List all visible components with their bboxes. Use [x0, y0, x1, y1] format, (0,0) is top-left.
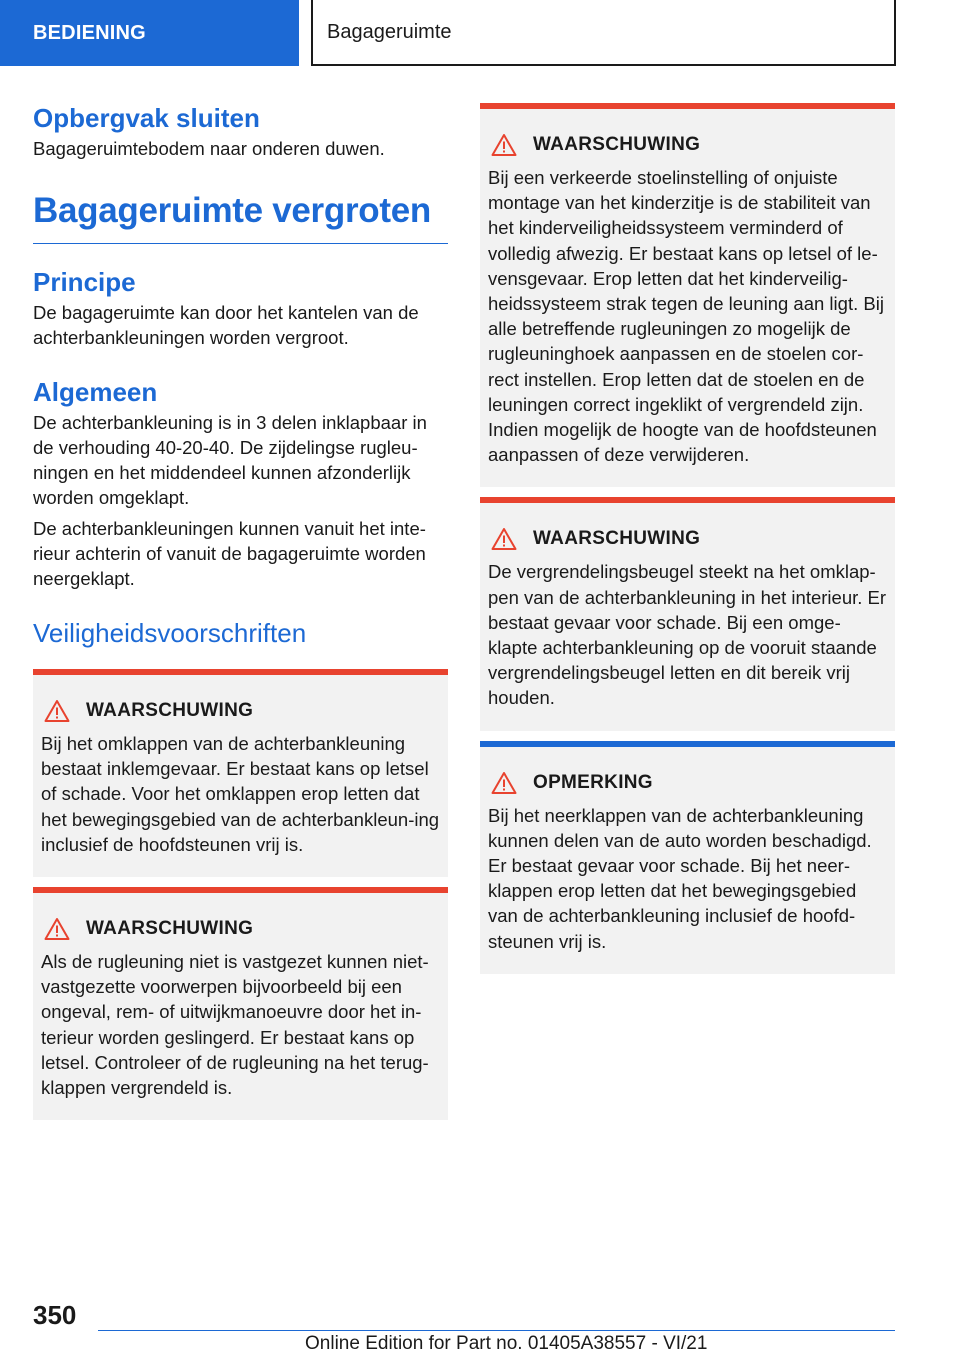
page-number: 350 — [33, 1300, 77, 1330]
text-principe: De bagageruimte kan door het kantelen van de achterbankleuningen worden vergroot. — [33, 302, 419, 348]
warning-label: WAARSCHUWING — [533, 134, 701, 155]
warning-label: WAARSCHUWING — [86, 700, 254, 721]
warning-triangle-icon — [44, 917, 70, 941]
warning-header — [488, 131, 887, 159]
warning-header — [488, 525, 887, 553]
warning-text: Bij een verkeerde stoelinstelling of onjuiste montage van het kinderzitje is de stabiliteit van het kinderveiligheidssysteem verminderd of volledig afwezig. Er bestaat kans op letsel of le-vensgevaar. Erop letten dat het kinderveilig-heidssysteem strak tegen de leuning aan ligt. Bij alle betreffende rugleuningen zo mogelijk de rugleuninghoek aanpassen en de stoelen cor-rect instellen. Erop letten dat de stoelen en de leuningen correct ingeklikt of vergrendeld zijn. Indien mogelijk de hoogte van de hoofdsteunen aanpassen of deze verwijderen. — [488, 167, 884, 466]
warning-box-3 — [480, 103, 895, 487]
warning-label: WAARSCHUWING — [533, 528, 701, 550]
warning-triangle-icon — [44, 699, 70, 723]
warning-triangle-icon — [491, 133, 517, 157]
text-algemeen-2: De achterbankleuningen kunnen vanuit het inte-rieur achterin of vanuit de bagageruimte worden neergeklapt. — [33, 518, 426, 589]
note-box — [480, 741, 895, 974]
chapter-title: Bagageruimte — [311, 0, 896, 66]
warning-triangle-icon — [491, 527, 517, 551]
right-column — [480, 103, 895, 974]
note-header — [488, 769, 887, 797]
left-column — [33, 100, 448, 1120]
heading-algemeen: Algemeen — [33, 377, 158, 407]
note-label: OPMERKING — [533, 771, 653, 793]
warning-box-2 — [33, 887, 448, 1120]
note-text: Bij het neerklappen van de achterbankleuning kunnen delen van de auto worden beschadigd. Er bestaat gevaar voor schade. Bij het neer-klappen erop letten dat het bewegingsgebied van de achterbankleuning inclusief de hoofd-steunen vrij is. — [488, 804, 872, 952]
heading-bagageruimte-vergroten: Bagageruimte vergroten — [33, 187, 448, 244]
warning-text: Als de rugleuning niet is vastgezet kunnen niet-vastgezette voorwerpen bijvoorbeeld bij een ongeval, rem- of uitwijkmanoeuvre door het in-terieur worden geslingerd. Er bestaat kans op letsel. Controleer of de rugleuning na het terug-klappen vergrendeld is. — [41, 951, 429, 1099]
heading-principe: Principe — [33, 267, 136, 297]
warning-header — [41, 697, 440, 725]
text-algemeen-1: De achterbankleuning is in 3 delen inklapbaar in de verhouding 40-20-40. De zijdelingse rugleu-ningen en het middendeel kunnen afzonderlijk worden omgeklapt. — [33, 412, 427, 508]
footer-divider — [98, 1330, 895, 1331]
warning-header — [41, 915, 440, 943]
heading-veiligheidsvoorschriften: Veiligheidsvoorschriften — [33, 618, 307, 648]
warning-triangle-icon — [491, 771, 517, 795]
warning-box-1 — [33, 669, 448, 877]
text-opbergvak-sluiten: Bagageruimtebodem naar onderen duwen. — [33, 138, 385, 159]
warning-box-4 — [480, 497, 895, 730]
footer-edition: Online Edition for Part no. 01405A38557 - VI/21 — [305, 1333, 708, 1354]
warning-text: Bij het omklappen van de achterbankleuning bestaat inklemgevaar. Er bestaat kans op letsel of schade. Voor het omklappen erop letten dat het bewegingsgebied van de achterbankleun-ing inclusief de hoofdsteunen vrij is. — [41, 733, 440, 855]
heading-opbergvak-sluiten: Opbergvak sluiten — [33, 103, 260, 133]
warning-text: De vergrendelingsbeugel steekt na het omklap-pen van de achterbankleuning in het interieur. Er bestaat gevaar voor schade. Bij een omge-klapte achterbankleuning op de vooruit staande vergrendelingsbeugel letten en dit bereik vrij houden. — [488, 561, 887, 709]
section-tab: BEDIENING — [0, 0, 299, 66]
warning-label: WAARSCHUWING — [86, 918, 254, 940]
